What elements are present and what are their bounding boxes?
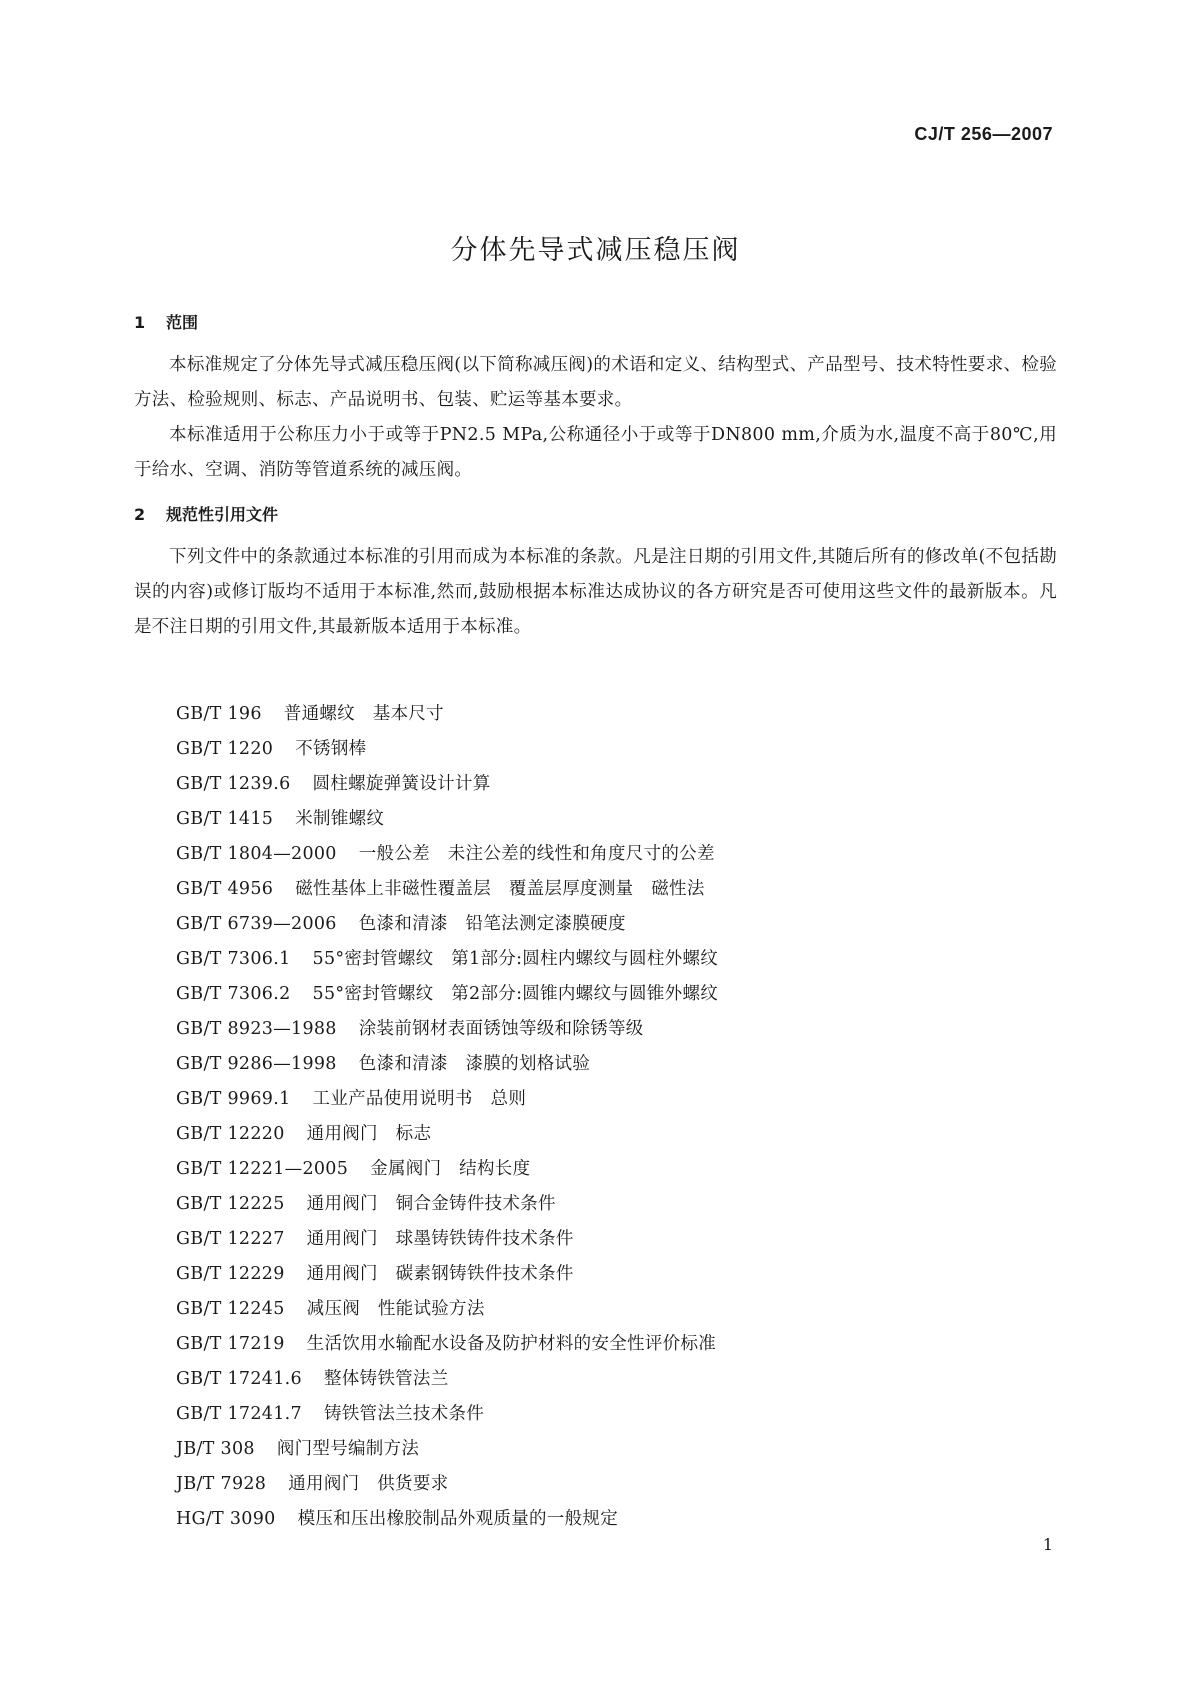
reference-code: GB/T 17241.6 bbox=[176, 1369, 302, 1389]
reference-item bbox=[176, 802, 718, 837]
reference-title: 通用阀门 铜合金铸件技术条件 bbox=[306, 1194, 556, 1214]
reference-item bbox=[176, 942, 718, 977]
reference-code: GB/T 12220 bbox=[176, 1124, 285, 1144]
scope-paragraph-1: 本标准规定了分体先导式减压稳压阀(以下简称减压阀)的术语和定义、结构型式、产品型号、技术特性要求、检验方法、检验规则、标志、产品说明书、包装、贮运等基本要求。 bbox=[134, 355, 1057, 410]
reference-code: GB/T 6739—2006 bbox=[176, 914, 337, 934]
reference-title: 通用阀门 球墨铸铁铸件技术条件 bbox=[306, 1229, 574, 1249]
reference-title: 金属阀门 结构长度 bbox=[370, 1159, 531, 1179]
reference-title: 圆柱螺旋弹簧设计计算 bbox=[312, 774, 491, 794]
reference-code: GB/T 17241.7 bbox=[176, 1404, 302, 1424]
section-1-heading bbox=[134, 310, 198, 333]
reference-item bbox=[176, 977, 718, 1012]
reference-item bbox=[176, 767, 718, 802]
reference-code: GB/T 12229 bbox=[176, 1264, 285, 1284]
reference-code: GB/T 1415 bbox=[176, 809, 274, 829]
reference-title: 整体铸铁管法兰 bbox=[323, 1369, 449, 1389]
reference-item bbox=[176, 1432, 718, 1467]
reference-title: 米制锥螺纹 bbox=[295, 809, 385, 829]
reference-title: 磁性基体上非磁性覆盖层 覆盖层厚度测量 磁性法 bbox=[295, 879, 705, 899]
reference-item bbox=[176, 1082, 718, 1117]
reference-item bbox=[176, 1362, 718, 1397]
page-number: 1 bbox=[1042, 1535, 1053, 1554]
reference-item bbox=[176, 837, 718, 872]
normative-references-paragraph: 下列文件中的条款通过本标准的引用而成为本标准的条款。凡是注日期的引用文件,其随后所有的修改单(不包括勘误的内容)或修订版均不适用于本标准,然而,鼓励根据本标准达成协议的各方研究是否可使用这些文件的最新版本。凡是不注日期的引用文件,其最新版本适用于本标准。 bbox=[134, 547, 1057, 637]
scope-paragraph-2: 本标准适用于公称压力小于或等于PN2.5 MPa,公称通径小于或等于DN800 mm,介质为水,温度不高于80℃,用于给水、空调、消防等管道系统的减压阀。 bbox=[134, 425, 1057, 480]
section-number: 2 bbox=[134, 505, 146, 524]
reference-code: GB/T 196 bbox=[176, 704, 262, 724]
reference-list bbox=[176, 697, 718, 1537]
reference-title: 生活饮用水输配水设备及防护材料的安全性评价标准 bbox=[306, 1334, 717, 1354]
reference-item bbox=[176, 1012, 718, 1047]
reference-title: 通用阀门 供货要求 bbox=[288, 1474, 449, 1494]
reference-item bbox=[176, 732, 718, 767]
reference-item bbox=[176, 1397, 718, 1432]
reference-title: 工业产品使用说明书 总则 bbox=[312, 1089, 527, 1109]
section-title: 规范性引用文件 bbox=[166, 505, 279, 524]
standard-code: CJ/T 256—2007 bbox=[914, 124, 1053, 144]
reference-title: 通用阀门 标志 bbox=[306, 1124, 432, 1144]
reference-item bbox=[176, 1187, 718, 1222]
reference-code: GB/T 17219 bbox=[176, 1334, 285, 1354]
reference-title: 55°密封管螺纹 第1部分:圆柱内螺纹与圆柱外螺纹 bbox=[312, 949, 719, 969]
reference-item bbox=[176, 1292, 718, 1327]
reference-title: 55°密封管螺纹 第2部分:圆锥内螺纹与圆锥外螺纹 bbox=[312, 984, 719, 1004]
reference-title: 模压和压出橡胶制品外观质量的一般规定 bbox=[297, 1509, 619, 1529]
reference-item bbox=[176, 697, 718, 732]
reference-title: 色漆和清漆 漆膜的划格试验 bbox=[358, 1054, 591, 1074]
section-title: 范围 bbox=[166, 313, 199, 332]
reference-title: 普通螺纹 基本尺寸 bbox=[283, 704, 444, 724]
reference-item bbox=[176, 1257, 718, 1292]
reference-code: JB/T 308 bbox=[176, 1439, 255, 1459]
reference-title: 涂装前钢材表面锈蚀等级和除锈等级 bbox=[358, 1019, 644, 1039]
reference-item bbox=[176, 1327, 718, 1362]
reference-title: 阀门型号编制方法 bbox=[276, 1439, 420, 1459]
document-title: 分体先导式减压稳压阀 bbox=[450, 235, 741, 266]
reference-title: 不锈钢棒 bbox=[295, 739, 367, 759]
reference-item bbox=[176, 1117, 718, 1152]
reference-code: GB/T 7306.2 bbox=[176, 984, 291, 1004]
section-2-heading bbox=[134, 502, 278, 525]
reference-item bbox=[176, 872, 718, 907]
reference-item bbox=[176, 1502, 718, 1537]
reference-title: 一般公差 未注公差的线性和角度尺寸的公差 bbox=[358, 844, 715, 864]
reference-title: 铸铁管法兰技术条件 bbox=[323, 1404, 485, 1424]
reference-code: GB/T 1239.6 bbox=[176, 774, 291, 794]
reference-item bbox=[176, 1467, 718, 1502]
reference-code: HG/T 3090 bbox=[176, 1509, 276, 1529]
reference-code: GB/T 12225 bbox=[176, 1194, 285, 1214]
section-number: 1 bbox=[134, 313, 146, 332]
reference-code: GB/T 1220 bbox=[176, 739, 274, 759]
reference-code: GB/T 4956 bbox=[176, 879, 274, 899]
reference-item bbox=[176, 1152, 718, 1187]
reference-code: GB/T 12245 bbox=[176, 1299, 285, 1319]
reference-code: GB/T 8923—1988 bbox=[176, 1019, 337, 1039]
reference-title: 色漆和清漆 铅笔法测定漆膜硬度 bbox=[358, 914, 626, 934]
reference-code: GB/T 1804—2000 bbox=[176, 844, 337, 864]
reference-title: 减压阀 性能试验方法 bbox=[306, 1299, 485, 1319]
reference-item bbox=[176, 1222, 718, 1257]
reference-item bbox=[176, 1047, 718, 1082]
reference-code: GB/T 12221—2005 bbox=[176, 1159, 349, 1179]
reference-code: GB/T 9969.1 bbox=[176, 1089, 291, 1109]
reference-item bbox=[176, 907, 718, 942]
reference-code: GB/T 12227 bbox=[176, 1229, 285, 1249]
reference-title: 通用阀门 碳素钢铸铁件技术条件 bbox=[306, 1264, 574, 1284]
reference-code: JB/T 7928 bbox=[176, 1474, 267, 1494]
reference-code: GB/T 7306.1 bbox=[176, 949, 291, 969]
reference-code: GB/T 9286—1998 bbox=[176, 1054, 337, 1074]
